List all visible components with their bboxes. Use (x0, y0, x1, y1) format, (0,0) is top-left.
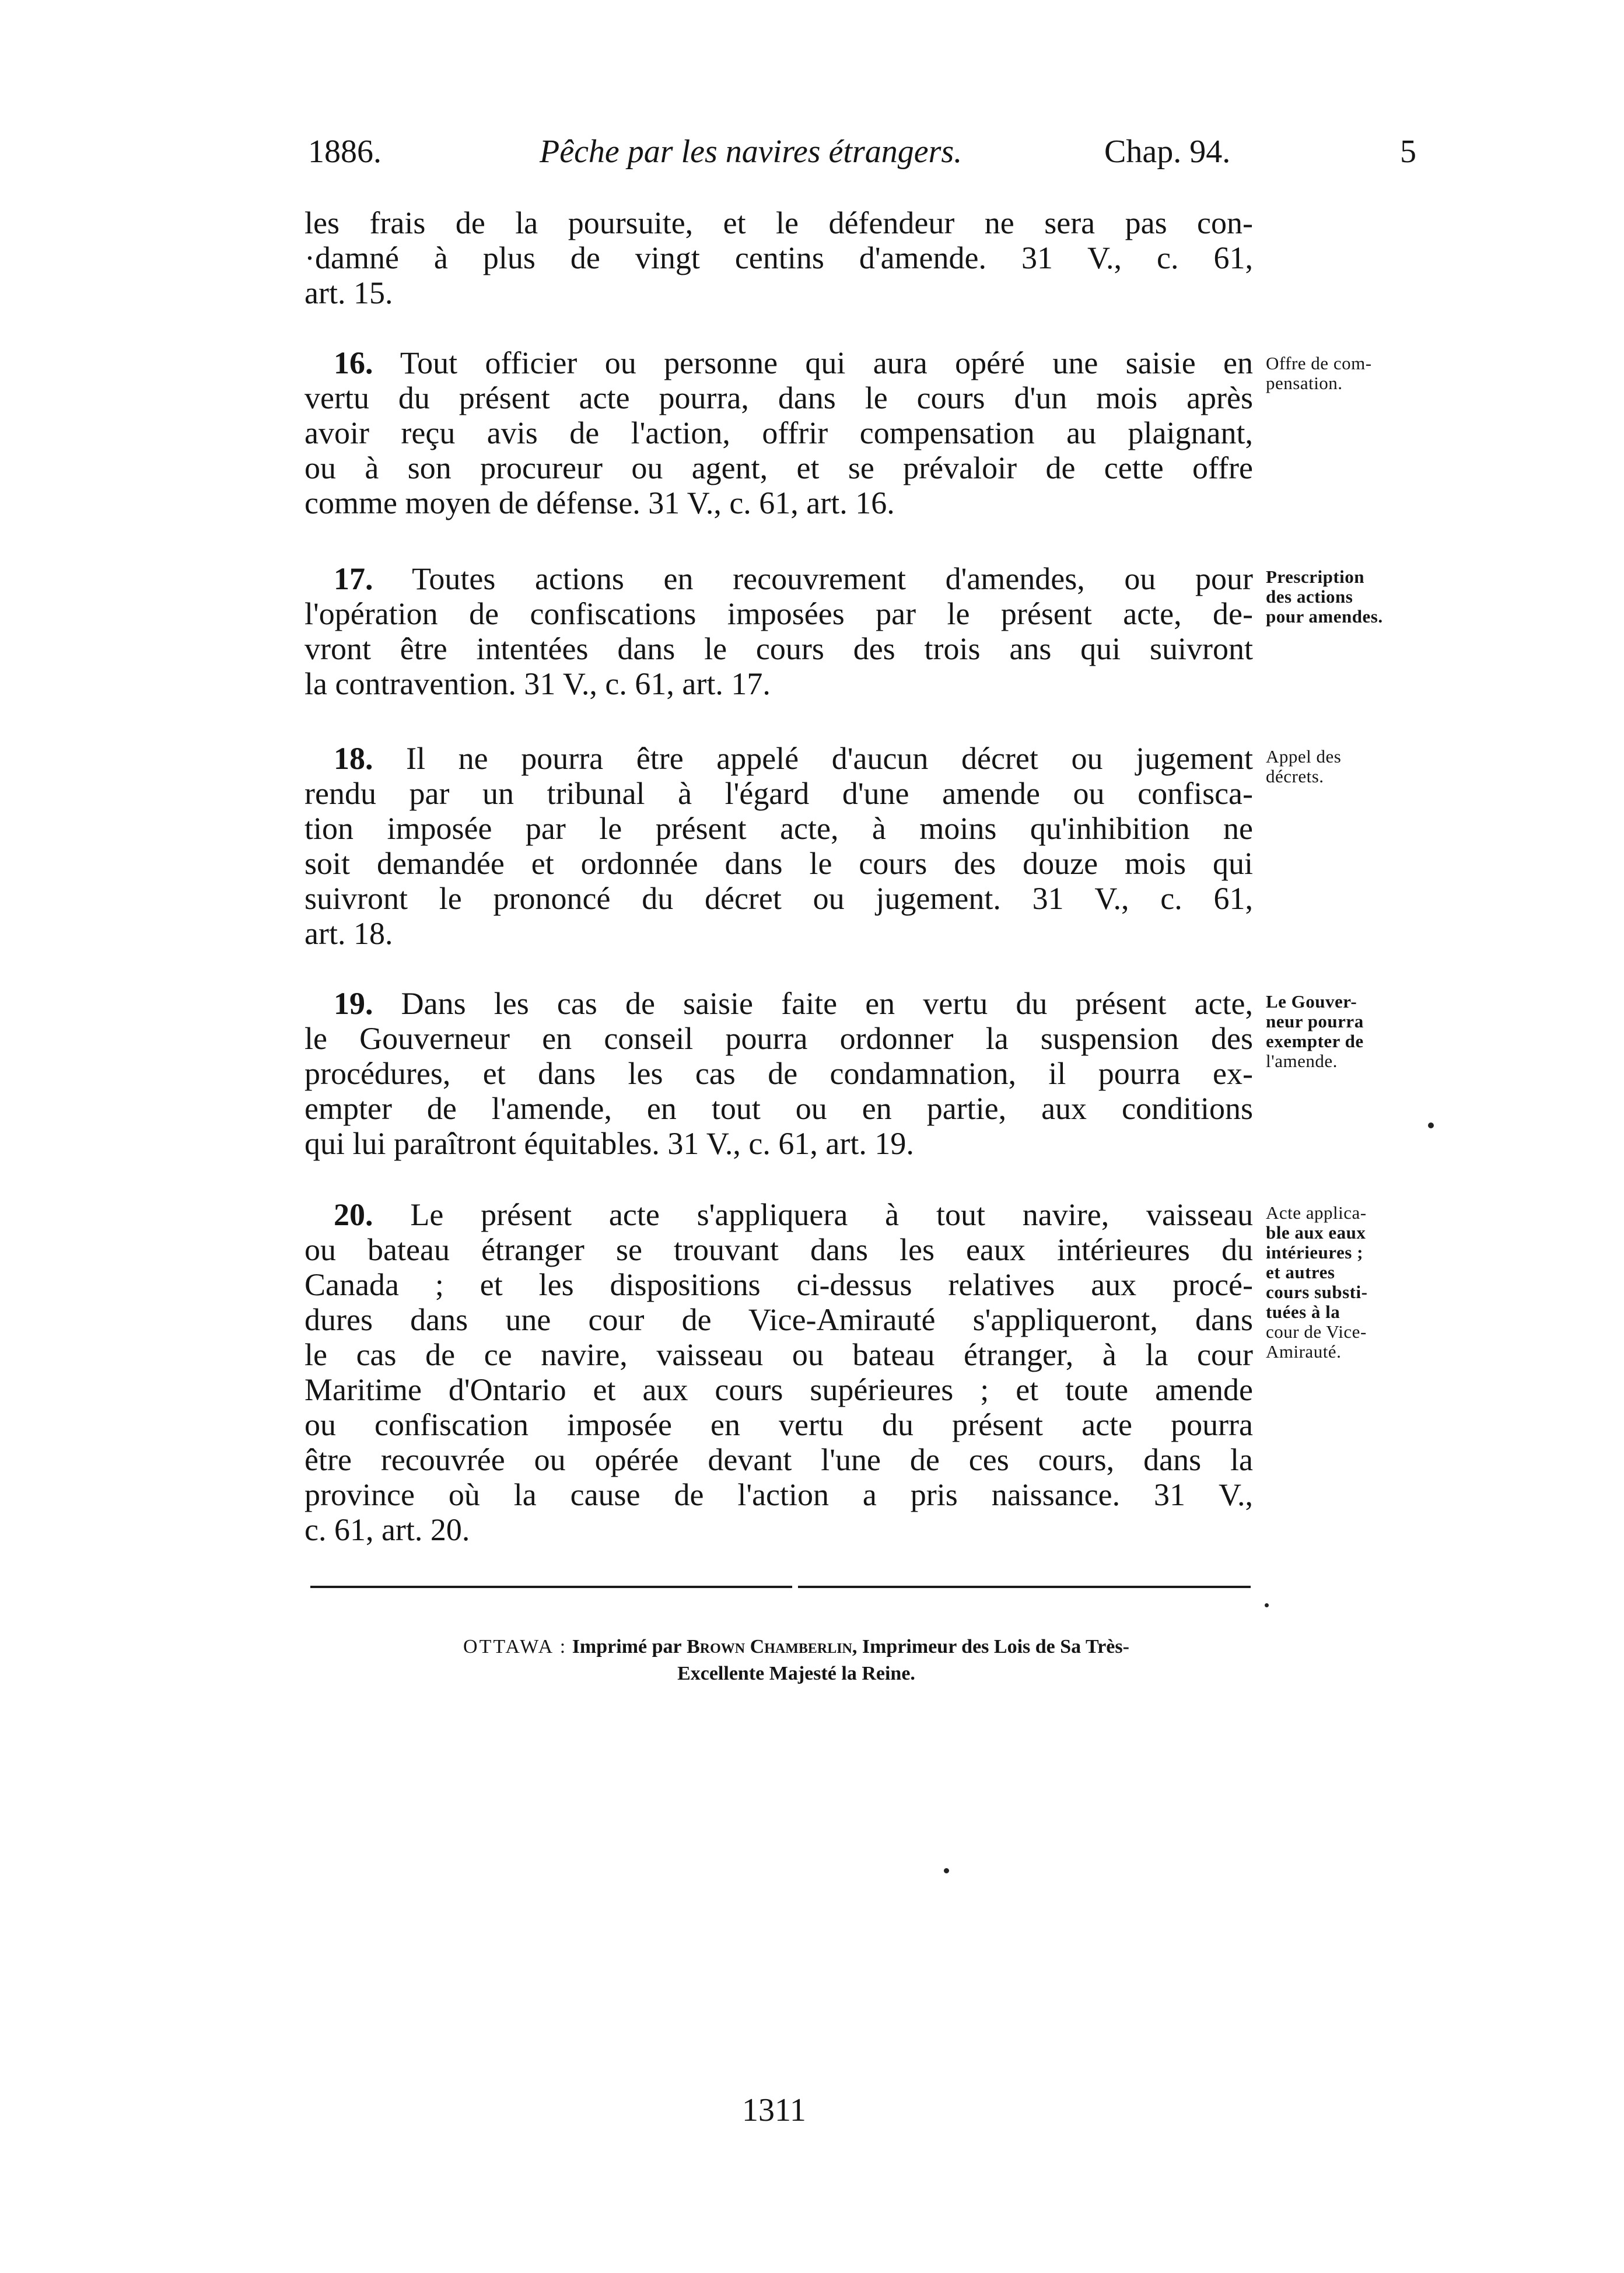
paragraph-line: rendu par un tribunal à l'égard d'une amende ou confisca- (304, 776, 1253, 811)
margin-line: des actions (1266, 586, 1353, 607)
margin-note-18 (1266, 747, 1441, 786)
paragraph-line (304, 345, 1253, 380)
paragraph-line: comme moyen de défense. 31 V., c. 61, art. 16. (304, 485, 895, 520)
section-first-line: Toutes actions en recouvrement d'amendes, ou pour (412, 561, 1253, 596)
margin-line: Appel des (1266, 746, 1342, 767)
paragraph-line: ou confiscation imposée en vertu du présent acte pourra (304, 1407, 1253, 1442)
imprint-line: Excellente Majesté la Reine. (677, 1663, 915, 1684)
section-18 (304, 741, 1253, 951)
margin-note-19 (1266, 992, 1441, 1071)
margin-line: Prescription (1266, 566, 1365, 587)
margin-line: cour de Vice- (1266, 1321, 1367, 1342)
margin-line: neur pourra (1266, 1011, 1364, 1031)
paragraph-line: soit demandée et ordonnée dans le cours des douze mois qui (304, 846, 1253, 881)
header-page-number: 5 (1400, 134, 1416, 170)
paragraph-line: art. 15. (304, 275, 393, 310)
header-chapter: Chap. 94. (1104, 134, 1231, 170)
paragraph-line (304, 561, 1253, 596)
paragraph-line: vront être intentées dans le cours des trois ans qui suivront (304, 631, 1253, 666)
imprint-printer: Brown Chamberlin, (687, 1636, 858, 1657)
imprint-line (315, 1634, 1278, 1660)
section-19 (304, 986, 1253, 1161)
margin-note-20 (1266, 1203, 1441, 1362)
paragraph-line: art. 18. (304, 916, 393, 951)
margin-line: Amirauté. (1266, 1341, 1342, 1362)
section-first-line: Il ne pourra être appelé d'aucun décret ou jugement (406, 741, 1253, 776)
footer-page-number: 1311 (742, 2092, 806, 2128)
paragraph-line: Maritime d'Ontario et aux cours supérieures ; et toute amende (304, 1372, 1253, 1407)
paragraph-line (304, 741, 1253, 776)
margin-line: décrets. (1266, 766, 1324, 786)
paragraph-line: être recouvrée ou opérée devant l'une de ces cours, dans la (304, 1442, 1253, 1477)
paragraph-line: qui lui paraîtront équitables. 31 V., c. 61, art. 19. (304, 1126, 914, 1161)
header-title: Pêche par les navires étrangers. (540, 134, 963, 170)
paragraph-line: empter de l'amende, en tout ou en partie, aux conditions (304, 1091, 1253, 1126)
margin-line: tuées à la (1266, 1302, 1340, 1322)
margin-note-17 (1266, 567, 1441, 627)
closing-rule (310, 1586, 792, 1588)
section-first-line: Le présent acte s'appliquera à tout navire, vaisseau (410, 1197, 1253, 1232)
paragraph-line: ou à son procureur ou agent, et se prévaloir de cette offre (304, 450, 1253, 485)
closing-rule (798, 1586, 1251, 1588)
ink-speck (1428, 1122, 1434, 1128)
paragraph-line: la contravention. 31 V., c. 61, art. 17. (304, 666, 771, 701)
margin-line: et autres (1266, 1262, 1335, 1282)
ink-speck (1265, 1603, 1269, 1607)
section-number: 20. (334, 1197, 373, 1232)
section-first-line: Tout officier ou personne qui aura opéré une saisie en (400, 345, 1253, 380)
paragraph-line: procédures, et dans les cas de condamnation, il pourra ex- (304, 1056, 1253, 1091)
paragraph-line: c. 61, art. 20. (304, 1512, 470, 1547)
margin-line: Offre de com- (1266, 353, 1372, 373)
paragraph-line (304, 986, 1253, 1021)
paragraph-line: vertu du présent acte pourra, dans le cours d'un mois après (304, 380, 1253, 415)
margin-line: exempter de (1266, 1031, 1364, 1051)
ink-speck (944, 1868, 949, 1873)
paragraph-line: suivront le prononcé du décret ou jugement. 31 V., c. 61, (304, 881, 1253, 916)
paragraph-line: le cas de ce navire, vaisseau ou bateau étranger, à la cour (304, 1337, 1253, 1372)
margin-line: ble aux eaux (1266, 1222, 1366, 1243)
paragraph-line (304, 1197, 1253, 1232)
paragraph-line: dures dans une cour de Vice-Amirauté s'appliqueront, dans (304, 1302, 1253, 1337)
paragraph-line: Canada ; et les dispositions ci-dessus relatives aux procé- (304, 1267, 1253, 1302)
section-20 (304, 1197, 1253, 1547)
paragraph-line: le Gouverneur en conseil pourra ordonner la suspension des (304, 1021, 1253, 1056)
section-number: 19. (334, 986, 373, 1021)
continuation-paragraph (304, 205, 1253, 310)
section-first-line: Dans les cas de saisie faite en vertu du présent acte, (401, 986, 1254, 1021)
imprint (315, 1634, 1278, 1687)
margin-line: pensation. (1266, 373, 1343, 393)
section-number: 18. (334, 741, 373, 776)
margin-line: cours substi- (1266, 1282, 1368, 1302)
paragraph-line: l'opération de confiscations imposées par le présent acte, de- (304, 596, 1253, 631)
paragraph-line: ou bateau étranger se trouvant dans les eaux intérieures du (304, 1232, 1253, 1267)
margin-line: Le Gouver- (1266, 991, 1357, 1012)
margin-line: pour amendes. (1266, 606, 1383, 627)
paragraph-line: avoir reçu avis de l'action, offrir compensation au plaignant, (304, 415, 1253, 450)
paragraph-line: les frais de la poursuite, et le défendeur ne sera pas con- (304, 205, 1253, 240)
paragraph-line: ·damné à plus de vingt centins d'amende. 31 V., c. 61, (304, 240, 1253, 275)
header-year: 1886. (308, 134, 382, 170)
imprint-printed-by: Imprimé par (572, 1636, 682, 1657)
section-number: 17. (334, 561, 373, 596)
section-16 (304, 345, 1253, 520)
imprint-title: Imprimeur des Lois de Sa Très- (862, 1636, 1129, 1657)
margin-line: Acte applica- (1266, 1202, 1367, 1223)
margin-note-16 (1266, 354, 1441, 393)
section-17 (304, 561, 1253, 701)
margin-line: intérieures ; (1266, 1242, 1363, 1263)
imprint-place: OTTAWA : (463, 1636, 568, 1657)
paragraph-line: province où la cause de l'action a pris naissance. 31 V., (304, 1477, 1253, 1512)
section-number: 16. (334, 345, 373, 380)
margin-line: l'amende. (1266, 1051, 1338, 1071)
paragraph-line: tion imposée par le présent acte, à moins qu'inhibition ne (304, 811, 1253, 846)
